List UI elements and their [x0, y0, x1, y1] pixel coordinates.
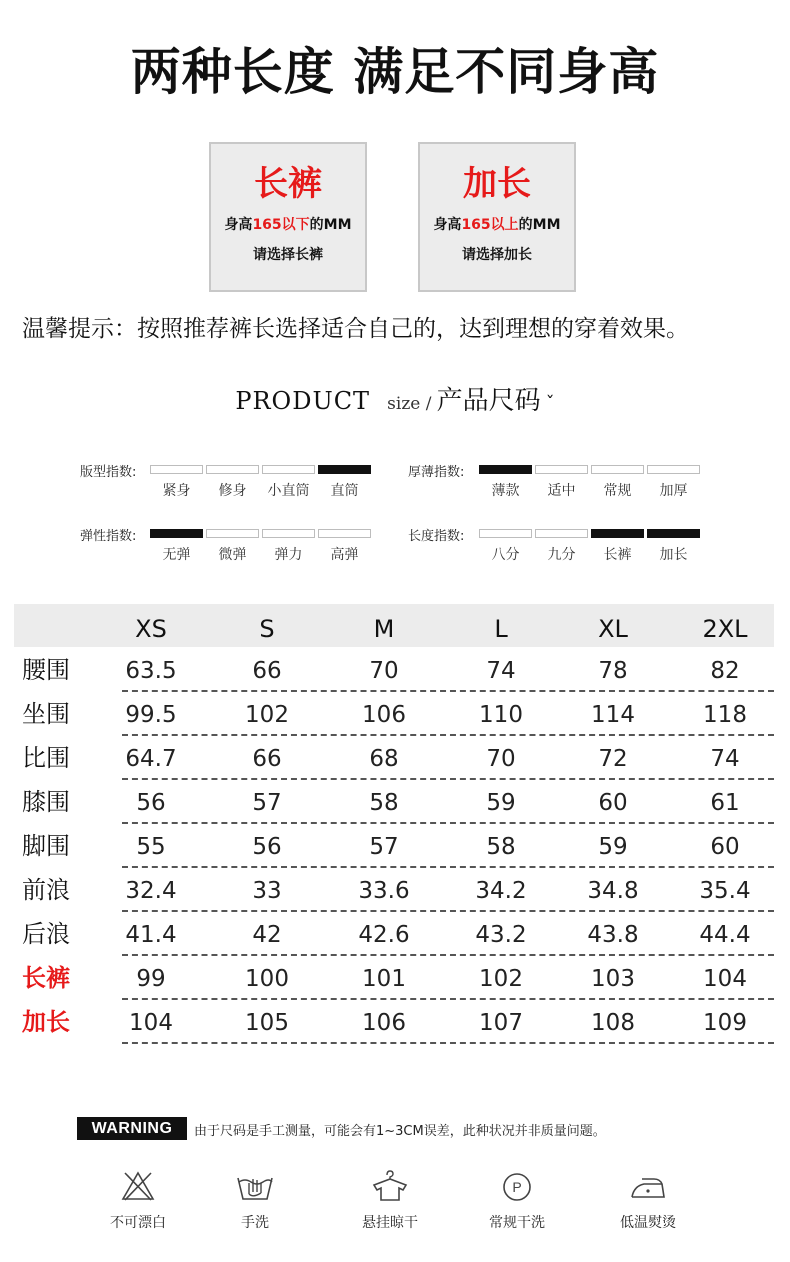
tip-text: 温馨提示：按照推荐裤长选择适合自己的，达到理想的穿着效果。: [22, 316, 689, 342]
size-row-label: 比围: [22, 744, 70, 772]
size-cell: 102: [479, 966, 523, 992]
hand-wash-icon: [235, 1170, 275, 1202]
size-row-label: 坐围: [22, 700, 70, 728]
index-segment: [150, 465, 203, 474]
index-length: [408, 525, 464, 544]
size-cell: 66: [252, 746, 282, 772]
index-segment: [647, 465, 700, 474]
card-regular-length: [209, 142, 367, 292]
size-cell: 100: [245, 966, 289, 992]
size-column-header: M: [373, 615, 395, 643]
size-cell: 99: [136, 966, 166, 992]
size-cell: 104: [703, 966, 747, 992]
index-label: 长度指数:: [408, 529, 465, 544]
row-divider: [122, 866, 774, 868]
no-bleach-icon: [120, 1170, 156, 1202]
row-divider: [122, 954, 774, 956]
index-elasticity: [80, 525, 136, 544]
row-divider: [122, 998, 774, 1000]
size-cell: 102: [245, 702, 289, 728]
size-cell: 33: [252, 878, 282, 904]
size-cell: 56: [136, 790, 166, 816]
size-cell: 82: [710, 658, 740, 684]
size-cell: 56: [252, 834, 282, 860]
index-segment: [262, 529, 315, 538]
size-cell: 59: [598, 834, 628, 860]
size-cell: 108: [591, 1010, 635, 1036]
care-hang-dry: [335, 1170, 445, 1232]
card-height-value: 165以下: [252, 217, 310, 233]
care-label: 低温熨烫: [620, 1215, 676, 1231]
size-cell: 64.7: [125, 746, 177, 772]
care-label: 手洗: [241, 1215, 269, 1231]
size-cell: 74: [710, 746, 740, 772]
card-height-line: [420, 216, 574, 234]
index-option: 薄款: [491, 483, 520, 499]
care-low-iron: [593, 1170, 703, 1232]
size-cell: 107: [479, 1010, 523, 1036]
index-option: 小直筒: [267, 483, 310, 499]
size-cell: 78: [598, 658, 628, 684]
size-cell: 105: [245, 1010, 289, 1036]
row-divider: [122, 822, 774, 824]
size-cell: 44.4: [699, 922, 751, 948]
index-segment: [535, 529, 588, 538]
index-fit-options: [150, 480, 371, 500]
headline: 两种长度 满足不同身高: [130, 43, 660, 101]
card-height-prefix: 身高: [224, 217, 253, 233]
index-option: 直筒: [330, 483, 359, 499]
size-cell: 35.4: [699, 878, 751, 904]
index-segment-selected: [479, 465, 532, 474]
row-divider: [122, 734, 774, 736]
size-cell: 72: [598, 746, 628, 772]
card-title: 加长: [463, 164, 531, 204]
size-cell: 34.2: [475, 878, 527, 904]
index-option: 弹力: [274, 547, 303, 563]
index-segment: [318, 529, 371, 538]
size-cell: 34.8: [587, 878, 639, 904]
card-extra-length: [418, 142, 576, 292]
index-segment-selected: [318, 465, 371, 474]
size-cell: 109: [703, 1010, 747, 1036]
card-title: 长裤: [254, 164, 322, 204]
size-cell: 118: [703, 702, 747, 728]
index-option: 紧身: [162, 483, 191, 499]
index-option: 加厚: [659, 483, 688, 499]
size-cell: 106: [362, 1010, 406, 1036]
size-row-label: 腰围: [22, 656, 70, 684]
index-label: 弹性指数:: [80, 529, 137, 544]
index-label: 版型指数:: [80, 465, 137, 480]
size-column-header: XS: [135, 615, 167, 643]
index-segment: [206, 465, 259, 474]
size-cell: 43.2: [475, 922, 527, 948]
warning-tag: WARNING: [77, 1117, 187, 1140]
card-choose-line: 请选择长裤: [253, 247, 323, 263]
index-segment: [262, 465, 315, 474]
index-segment-selected: [647, 529, 700, 538]
size-cell: 66: [252, 658, 282, 684]
size-row-label: 膝围: [22, 788, 70, 816]
card-height-suffix: 的MM: [518, 217, 561, 233]
index-elasticity-options: [150, 544, 371, 564]
index-option: 修身: [218, 483, 247, 499]
size-cell: 58: [486, 834, 516, 860]
card-choose-line: 请选择加长: [462, 247, 532, 263]
card-height-suffix: 的MM: [309, 217, 352, 233]
size-cell: 42: [252, 922, 282, 948]
size-cell: 70: [486, 746, 516, 772]
size-cell: 58: [369, 790, 399, 816]
index-option: 无弹: [162, 547, 191, 563]
care-label: 常规干洗: [489, 1215, 545, 1231]
size-cell: 104: [129, 1010, 173, 1036]
index-option: 九分: [547, 547, 576, 563]
product-heading-en: PRODUCT: [235, 387, 371, 415]
size-column-header: 2XL: [702, 615, 748, 643]
svg-text:P: P: [512, 1179, 522, 1195]
index-option: 微弹: [218, 547, 247, 563]
index-segment: [591, 465, 644, 474]
size-cell: 42.6: [358, 922, 410, 948]
size-cell: 57: [252, 790, 282, 816]
size-column-header: S: [259, 615, 275, 643]
dry-clean-icon: [499, 1170, 535, 1202]
size-column-header: L: [494, 615, 508, 643]
care-no-bleach: [83, 1170, 193, 1232]
size-cell: 43.8: [587, 922, 639, 948]
size-cell: 59: [486, 790, 516, 816]
index-segment: [535, 465, 588, 474]
size-cell: 106: [362, 702, 406, 728]
care-hand-wash: [200, 1170, 310, 1232]
size-row-label: 前浪: [22, 876, 70, 904]
size-row-label: 后浪: [22, 920, 70, 948]
row-divider: [122, 690, 774, 692]
size-row-label: 脚围: [22, 832, 70, 860]
index-thickness-options: [479, 480, 700, 500]
index-option: 高弹: [330, 547, 359, 563]
size-cell: 41.4: [125, 922, 177, 948]
size-row-label-highlight: 加长: [22, 1008, 70, 1036]
index-option: 长裤: [603, 547, 632, 563]
size-cell: 74: [486, 658, 516, 684]
size-cell: 68: [369, 746, 399, 772]
index-segment-selected: [150, 529, 203, 538]
index-thickness-bar: [479, 465, 700, 474]
index-option: 加长: [659, 547, 688, 563]
size-cell: 103: [591, 966, 635, 992]
size-cell: 63.5: [125, 658, 177, 684]
index-length-options: [479, 544, 700, 564]
index-segment-selected: [591, 529, 644, 538]
size-row-label-highlight: 长裤: [22, 964, 70, 992]
index-segment: [479, 529, 532, 538]
product-heading-cn: 产品尺码: [436, 386, 541, 416]
index-option: 适中: [547, 483, 576, 499]
care-label: 不可漂白: [110, 1215, 166, 1231]
size-cell: 61: [710, 790, 740, 816]
index-length-bar: [479, 529, 700, 538]
size-cell: 70: [369, 658, 399, 684]
size-cell: 32.4: [125, 878, 177, 904]
low-iron-icon: [628, 1170, 668, 1202]
size-column-header: XL: [598, 615, 628, 643]
size-cell: 57: [369, 834, 399, 860]
care-label: 悬挂晾干: [362, 1215, 418, 1231]
index-label: 厚薄指数:: [408, 465, 465, 480]
size-cell: 55: [136, 834, 166, 860]
index-thickness: [408, 461, 464, 480]
card-height-prefix: 身高: [433, 217, 462, 233]
row-divider: [122, 1042, 774, 1044]
card-height-line: [211, 216, 365, 234]
size-cell: 101: [362, 966, 406, 992]
care-dry-clean: [462, 1170, 572, 1232]
product-heading-size: size /: [387, 394, 432, 414]
size-cell: 114: [591, 702, 635, 728]
size-cell: 60: [710, 834, 740, 860]
row-divider: [122, 778, 774, 780]
size-cell: 60: [598, 790, 628, 816]
index-option: 常规: [603, 483, 632, 499]
size-cell: 99.5: [125, 702, 177, 728]
product-heading-mark: ˇ: [545, 393, 555, 414]
product-size-heading: [0, 380, 790, 417]
size-cell: 110: [479, 702, 523, 728]
warning-text: 由于尺码是手工测量，可能会有1~3CM误差，此种状况并非质量问题。: [194, 1124, 606, 1139]
index-segment: [206, 529, 259, 538]
size-cell: 33.6: [358, 878, 410, 904]
hang-dry-icon: [370, 1170, 410, 1202]
index-option: 八分: [491, 547, 520, 563]
index-elasticity-bar: [150, 529, 371, 538]
row-divider: [122, 910, 774, 912]
card-height-value: 165以上: [461, 217, 519, 233]
index-fit: [80, 461, 136, 480]
index-fit-bar: [150, 465, 371, 474]
